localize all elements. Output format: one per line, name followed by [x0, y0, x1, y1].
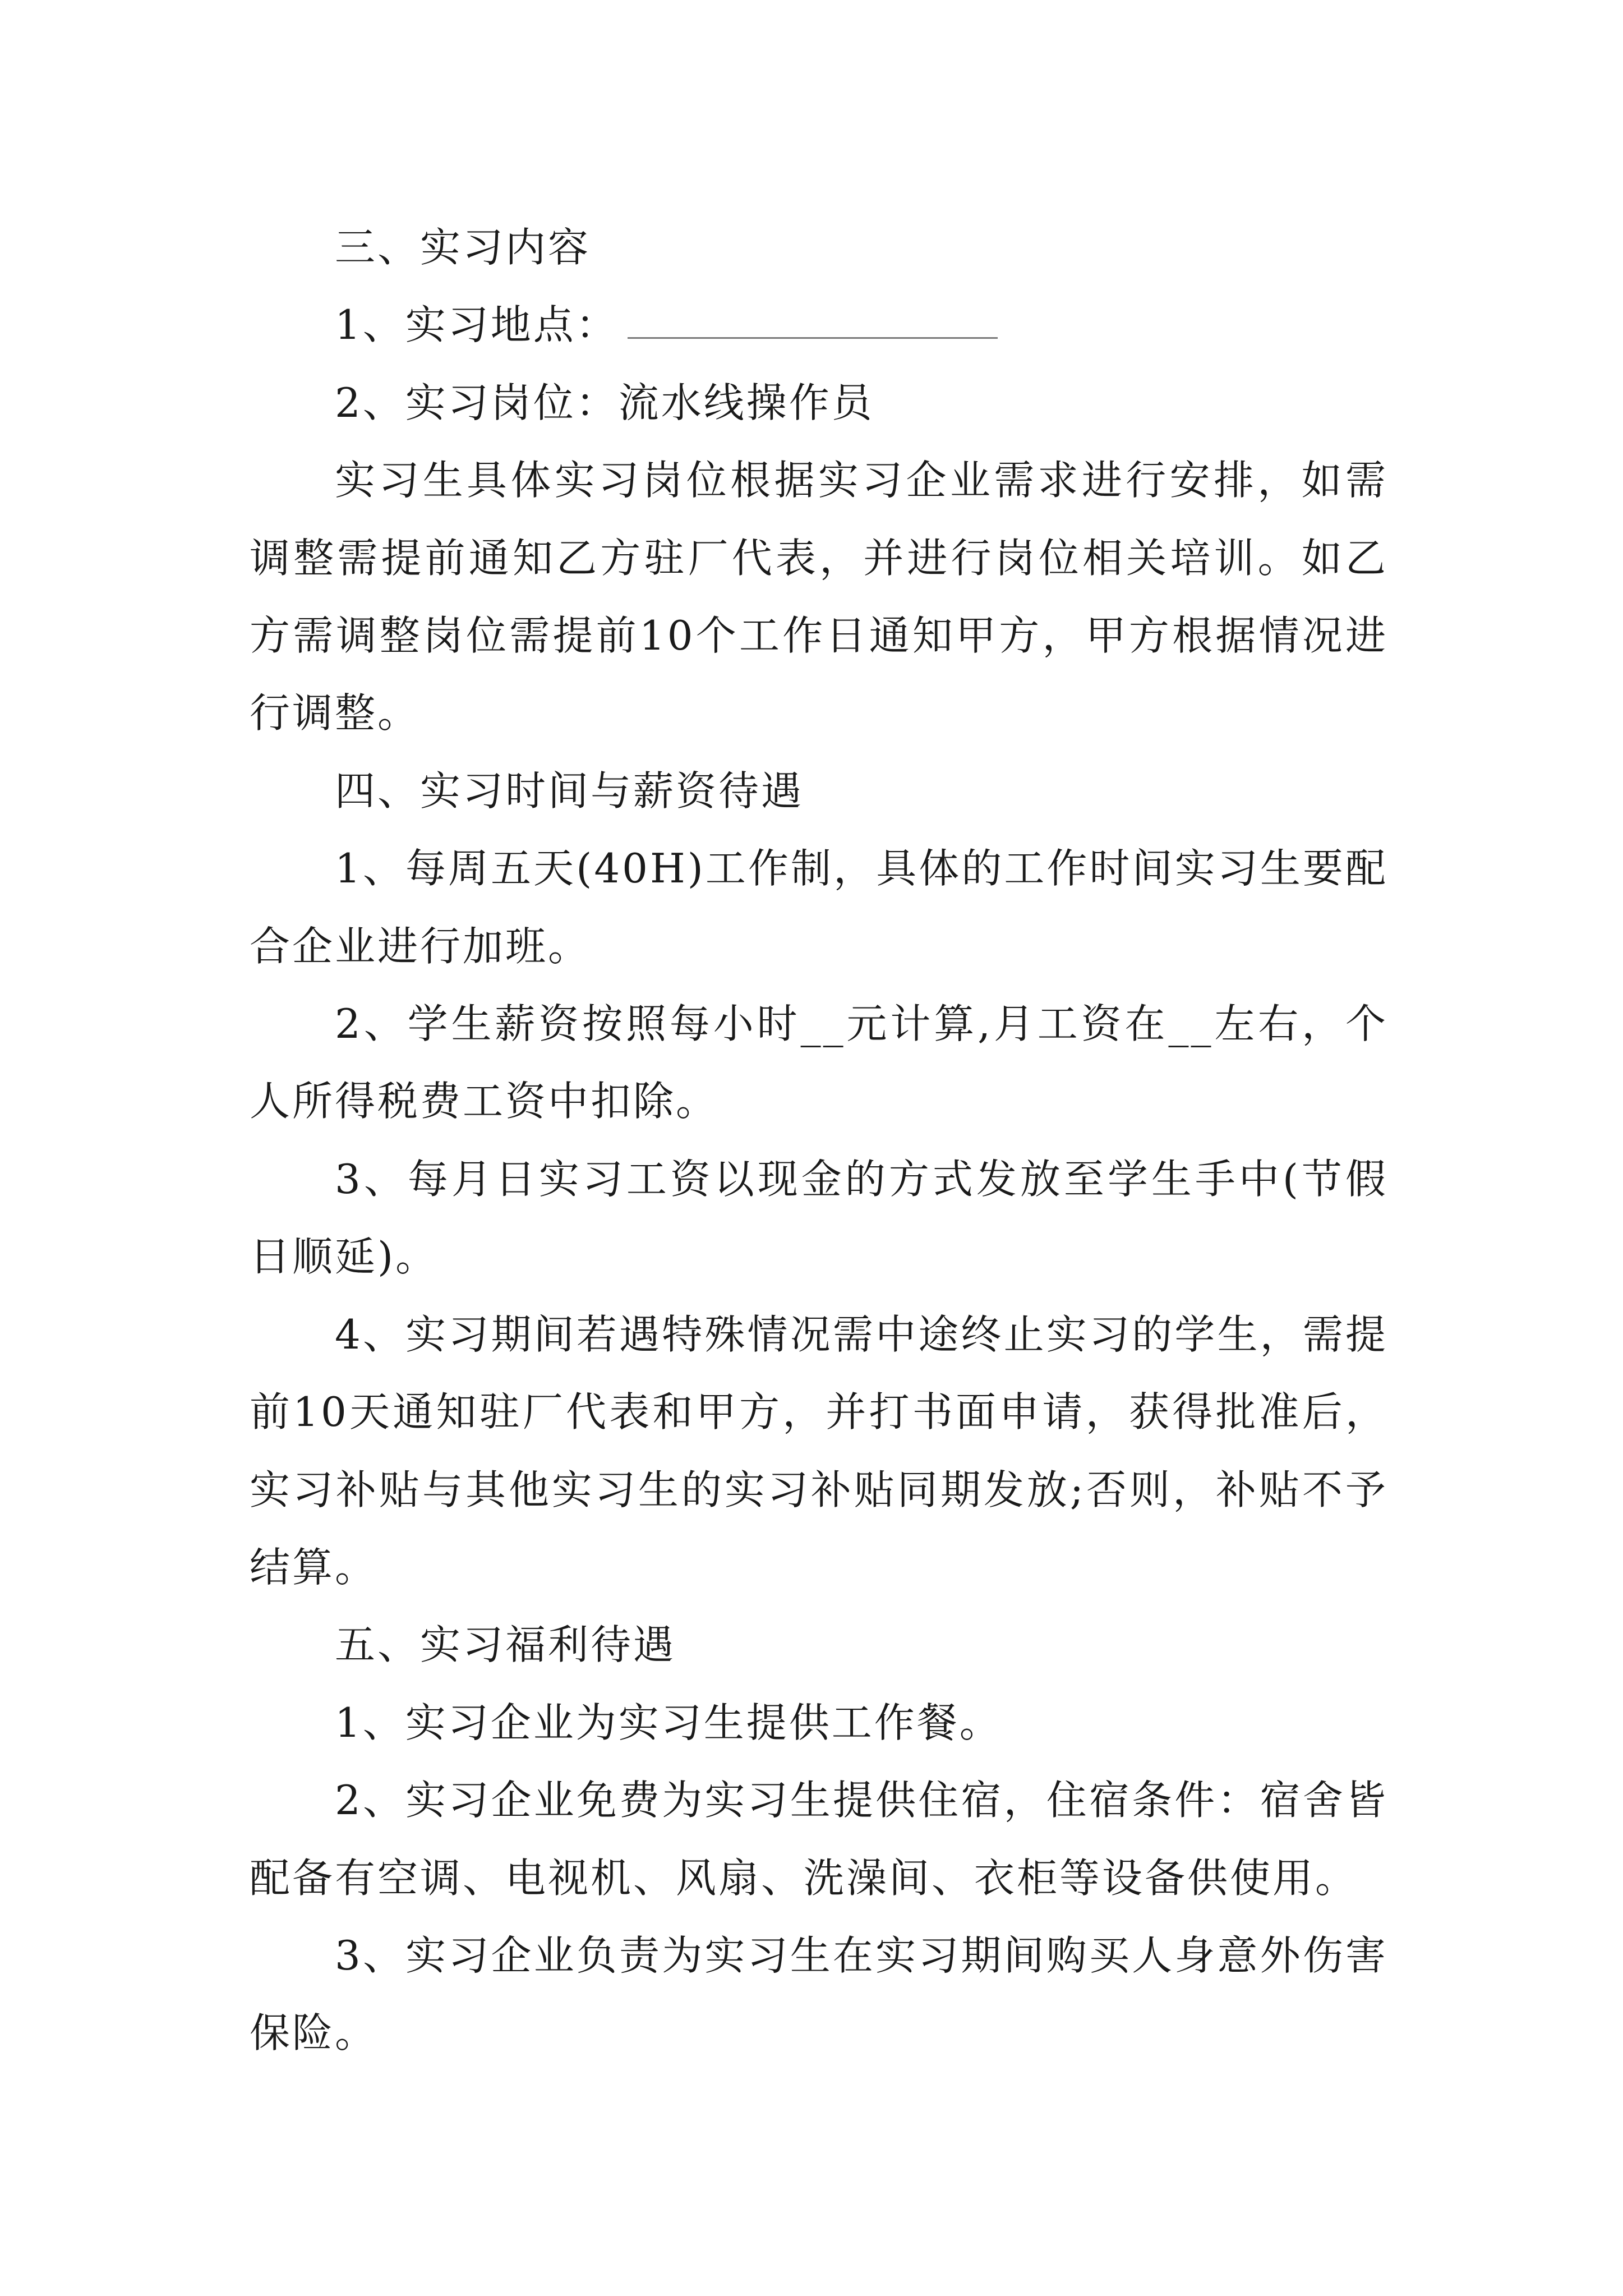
- document-body: [250, 209, 1388, 2072]
- internship-location-blank: [628, 299, 998, 339]
- internship-position-line: 2、实习岗位：流水线操作员: [335, 379, 874, 426]
- work-schedule-paragraph: 1、每周五天(40H)工作制，具体的工作时间实习生要配合企业进行加班。: [250, 845, 1388, 970]
- section-heading-time-and-salary: 四、实习时间与薪资待遇: [335, 767, 804, 815]
- payment-paragraph: 3、每月日实习工资以现金的方式发放至学生手中(节假日顺延)。: [250, 1155, 1388, 1281]
- termination-paragraph: 4、实习期间若遇特殊情况需中途终止实习的学生，需提前10天通知驻厂代表和甲方，并打书面申请，获得批准后，实习补贴与其他实习生的实习补贴同期发放;否则，补贴不予结算。: [250, 1310, 1388, 1591]
- accommodation-paragraph: 2、实习企业免费为实习生提供住宿，住宿条件：宿舍皆配备有空调、电视机、风扇、洗澡间、衣柜等设备供使用。: [250, 1777, 1388, 1902]
- section-heading-internship-content: 三、实习内容: [335, 224, 591, 271]
- internship-location-label: 1、实习地点：: [335, 301, 619, 349]
- insurance-paragraph: 3、实习企业负责为实习生在实习期间购买人身意外伤害保险。: [250, 1931, 1388, 2057]
- section-heading-welfare: 五、实习福利待遇: [335, 1621, 676, 1669]
- meals-paragraph: 1、实习企业为实习生提供工作餐。: [335, 1699, 1002, 1746]
- salary-paragraph: 2、学生薪资按照每小时__元计算,月工资在__左右，个人所得税费工资中扣除。: [250, 1000, 1388, 1125]
- internship-location-line: [250, 286, 1388, 364]
- position-arrangement-paragraph: 实习生具体实习岗位根据实习企业需求进行安排，如需调整需提前通知乙方驻厂代表，并进行岗位相关培训。如乙方需调整岗位需提前10个工作日通知甲方，甲方根据情况进行调整。: [250, 457, 1388, 737]
